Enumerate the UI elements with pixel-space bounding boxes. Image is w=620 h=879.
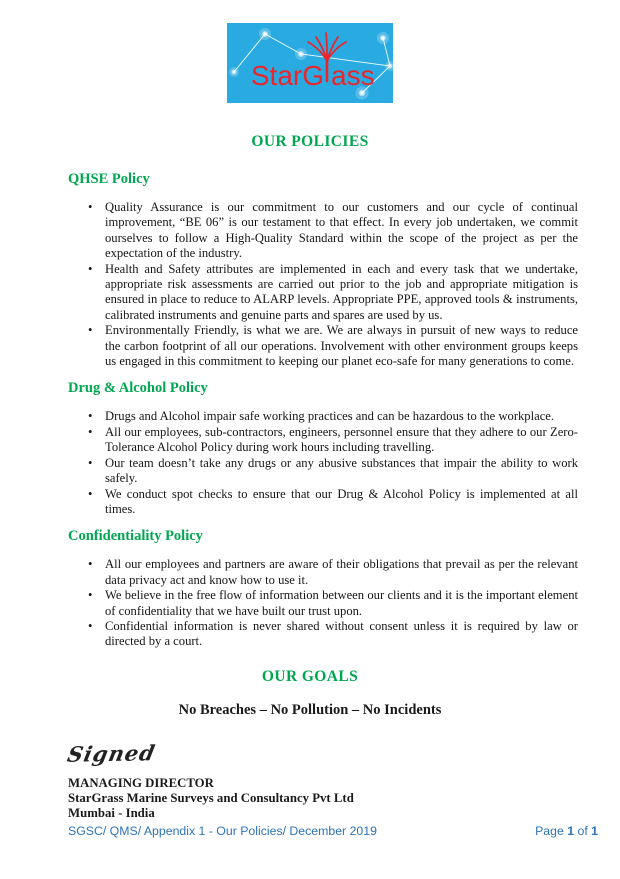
section-heading-drug-alcohol: Drug & Alcohol Policy [68,380,208,397]
star-icon [259,28,271,40]
signature-block [0,719,620,821]
company-logo [227,23,393,103]
list-item: • We believe in the free flow of information between our clients and it is the important element of confidentiality that we have built our trust upon. [105,588,578,619]
logo-text-prefix: StarG [250,60,324,91]
starglass-logo-graphic [227,23,393,103]
page-title: OUR POLICIES [251,133,369,150]
signature-script: Signed [65,739,158,767]
company-location: Mumbai - India [68,805,155,820]
footer-document-reference: SGSC/ QMS/ Appendix 1 - Our Policies/ December 2019 [68,824,377,838]
section-qhse-policy [68,171,578,369]
footer-of-word: of [574,824,592,838]
company-name: StarGrass Marine Surveys and Consultancy Pvt Ltd [68,790,354,805]
list-item: • We conduct spot checks to ensure that our Drug & Alcohol Policy is implemented at all times. [105,487,578,518]
list-item: • Drugs and Alcohol impair safe working practices and can be hazardous to the workplace. [105,409,578,424]
footer-page-word: Page [535,824,568,838]
section-heading-qhse: QHSE Policy [68,171,150,187]
footer-page-number: 1 [567,824,575,838]
section-heading-confidentiality: Confidentiality Policy [68,528,203,545]
star-icon [229,67,239,77]
section-drug-alcohol-policy [68,380,578,517]
qhse-bullet-list [68,200,578,369]
list-item: • Environmentally Friendly, is what we are. We are always in pursuit of new ways to reduce the carbon footprint of all our operations. Involvement with other environment groups keeps us engaged in this commitment to keeping our planet eco-safe for many generations to come. [105,323,578,369]
page-footer [68,824,598,838]
footer-page-indicator [535,824,598,838]
logo-text-suffix: ass [331,60,375,91]
goals-title: OUR GOALS [261,667,359,685]
star-icon [377,32,389,44]
logo-wordmark [251,60,375,91]
goals-statement: No Breaches – No Pollution – No Incidents [178,701,442,718]
star-icon [295,48,307,60]
signatory-title: MANAGING DIRECTOR [68,775,214,790]
list-item: • All our employees and partners are aware of their obligations that prevail as per the relevant data privacy act and know how to use it. [105,557,578,588]
list-item: • All our employees, sub-contractors, engineers, personnel ensure that they adhere to our Zero-Tolerance Alcohol Policy during work hours including travelling. [105,425,578,456]
list-item: • Our team doesn’t take any drugs or any abusive substances that impair the ability to work safely. [105,456,578,487]
footer-page-total: 1 [591,824,598,838]
section-confidentiality-policy [68,528,578,649]
confidentiality-bullet-list [68,557,578,649]
policies-content [0,171,620,650]
list-item: • Confidential information is never shared without consent unless it is required by law or directed by a court. [105,619,578,650]
drug-alcohol-bullet-list [68,409,578,517]
list-item: • Health and Safety attributes are implemented in each and every task that we undertake, appropriate risk assessments are carried out prior to the job and appropriate mitigation is ensured in place to reduce to ALARP levels. Appropriate PPE, approved tools & instruments, calibrated instruments and genuine parts and spares are used by us. [105,262,578,324]
list-item: • Quality Assurance is our commitment to our customers and our cycle of continual improvement, “BE 06” is our testament to that effect. In every job undertaken, we commit ourselves to follow a High-Quality Standard within the scope of the project as per the expectation of the industry. [105,200,578,262]
